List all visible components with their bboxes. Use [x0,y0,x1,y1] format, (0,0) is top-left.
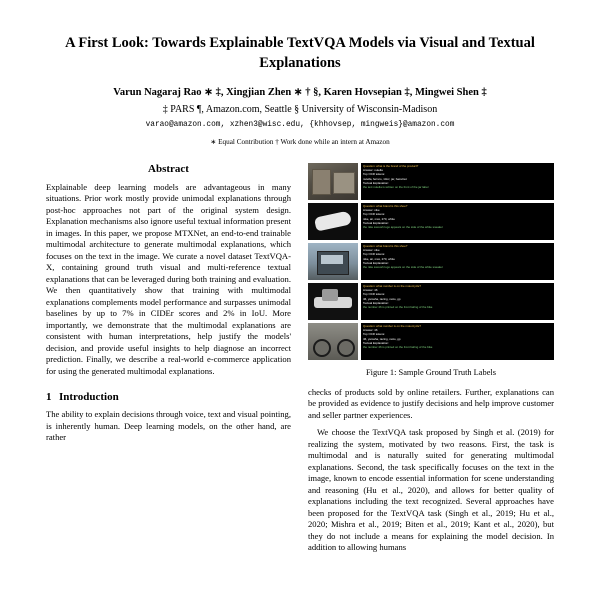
figure-annotation-line: 46, yamaha, racing, moto, gp [363,296,401,301]
figure-row [308,163,554,200]
abstract-text: Explainable deep learning models are advantageous in many situations. Prior work mostly provide unimodal explanations through post-hoc approaches not part of the original system design. Explanation mechanisms also ignore useful textual information present in images. In this paper, we propose MTXNet, an end-to-end trainable multimodal architecture to generate multimodal explanations, which focuses on the text in the image. We curate a novel dataset TextVQA-X, containing ground truth visual and multi-reference textual explanations that can be leveraged during both training and evaluation. We then quantitatively show that training with multimodal explanations complements model performance and surpasses unimodal baselines by up to 7% in CIDEr scores and 2% in IoU. More importantly, we demonstrate that the multimodal explanations are consistent with human interpretations, help justify the models' decision, and provide useful insights to help diagnose an incorrect prediction. Finally, we describe a real-world e-commerce application for using the generated multimodal explanations. [46,181,291,376]
figure-row [308,243,554,280]
figure-annotation-line: the text nutella is written on the front of the jar label [363,184,429,189]
figure-annotation [361,243,554,280]
figure-annotation-line: Textual Explanation: [363,340,389,345]
figure-annotation-line: Answer: nike [363,248,380,253]
figure-annotation-line: the nike swoosh logo appears on the side of the white sneaker [363,264,443,269]
figure-caption: Figure 1: Sample Ground Truth Labels [365,367,497,377]
figure-annotation-line: Question: what is the brand of the product? [363,164,419,169]
figure-annotation-line: Textual Explanation: [363,300,389,305]
figure-annotation-line: Top OCR tokens: [363,252,386,257]
figure-annotation-line: Question: what brand is this shoe? [363,204,408,209]
right-column-paragraph-1: checks of products sold by online retailers. Further, explanations can be provided as evidence to justify decisions and help improve customer and seller partner experiences. [308,386,554,420]
introduction-heading [46,391,291,403]
figure-1 [308,163,554,377]
figure-image-scene-photo [308,243,358,280]
right-column-paragraph-2: We choose the TextVQA task proposed by Singh et al. (2019) for realizing the system, motivated by two reasons. First, the task is multimodal and is naturally suited for generating multimodal explanations. Second, the task specifically focuses on the text in the image, known to encode essential information for scene understanding and reasoning (Hu et al., 2020), and allows for better quality of explanations including the text recognized. Several approaches have been proposed for the TextVQA task (Singh et al., 2019; Hu et al., 2020; Mishra et al., 2019; Biten et al., 2019; Kant et al., 2020), but they do not include a means for explaining the model decision. In addition to allowing humans [308,427,554,553]
figure-annotation-line: Question: what brand is this shoe? [363,244,408,249]
left-column [46,163,291,554]
figure-annotation [361,163,554,200]
figure-annotation-line: Question: what number is on the motorcycle? [363,324,422,329]
figure-annotation-line: Answer: 46 [363,288,378,293]
figure-annotation-line: Textual Explanation: [363,260,389,265]
figure-annotation-line: Top OCR tokens: [363,292,386,297]
page-title: A First Look: Towards Explainable TextVQA Models via Visual and Textual Explanations [65,35,535,71]
figure-annotation-line: Textual Explanation: [363,180,389,185]
figure-annotation [361,323,554,360]
figure-image-motorcycle [308,323,358,360]
figure-annotation-line: nike, air, max, 270, white [363,216,395,221]
figure-annotation-line: nutella, ferrero, 13oz, jar, hazelnut [363,176,407,181]
figure-row [308,283,554,320]
figure-image-white-shoe [308,203,358,240]
figure-annotation-line: Top OCR tokens: [363,212,386,217]
introduction-title: Introduction [59,391,119,404]
figure-row [308,323,554,360]
figure-annotation-line: Answer: 46 [363,328,378,333]
abstract-heading: Abstract [148,162,189,175]
figure-annotation-line: Top OCR tokens: [363,172,386,177]
figure-annotation-line: the number 46 is printed on the front fairing of the bike [363,344,433,349]
affiliation-line: ‡ PARS ¶, Amazon.com, Seattle § University of Wisconsin-Madison [162,103,438,115]
figure-annotation-line: 46, yamaha, racing, moto, gp [363,336,401,341]
figure-annotation-line: the nike swoosh logo appears on the side of the white sneaker [363,224,443,229]
figure-image-product-closeup [308,283,358,320]
figure-annotation-line: nike, air, max, 270, white [363,256,395,261]
figure-row [308,203,554,240]
figure-image-packaged-products [308,163,358,200]
figure-annotation [361,283,554,320]
two-column-body [46,163,554,554]
figure-annotation-line: Top OCR tokens: [363,332,386,337]
figure-annotation-line: Answer: nutella [363,168,383,173]
author-footnote: ∗ Equal Contribution † Work done while an intern at Amazon [210,137,390,146]
email-line: varao@amazon.com, xzhen3@wisc.edu, {khhovsep, mingweis}@amazon.com [145,120,455,129]
author-list: Varun Nagaraj Rao ∗ ‡, Xingjian Zhen ∗ † §, Karen Hovsepian ‡, Mingwei Shen ‡ [113,87,487,99]
introduction-number: 1 [46,391,52,404]
figure-annotation-line: Textual Explanation: [363,220,389,225]
right-column [308,163,554,554]
figure-annotation-line: the number 46 is printed on the front fairing of the bike [363,304,433,309]
figure-grid [308,163,554,360]
introduction-paragraph-1: The ability to explain decisions through voice, text and visual pointing, is inherently human. Deep learning models, on the other hand, are rather [46,409,291,443]
figure-annotation-line: Question: what number is on the motorcycle? [363,284,422,289]
figure-annotation-line: Answer: nike [363,208,380,213]
figure-annotation [361,203,554,240]
